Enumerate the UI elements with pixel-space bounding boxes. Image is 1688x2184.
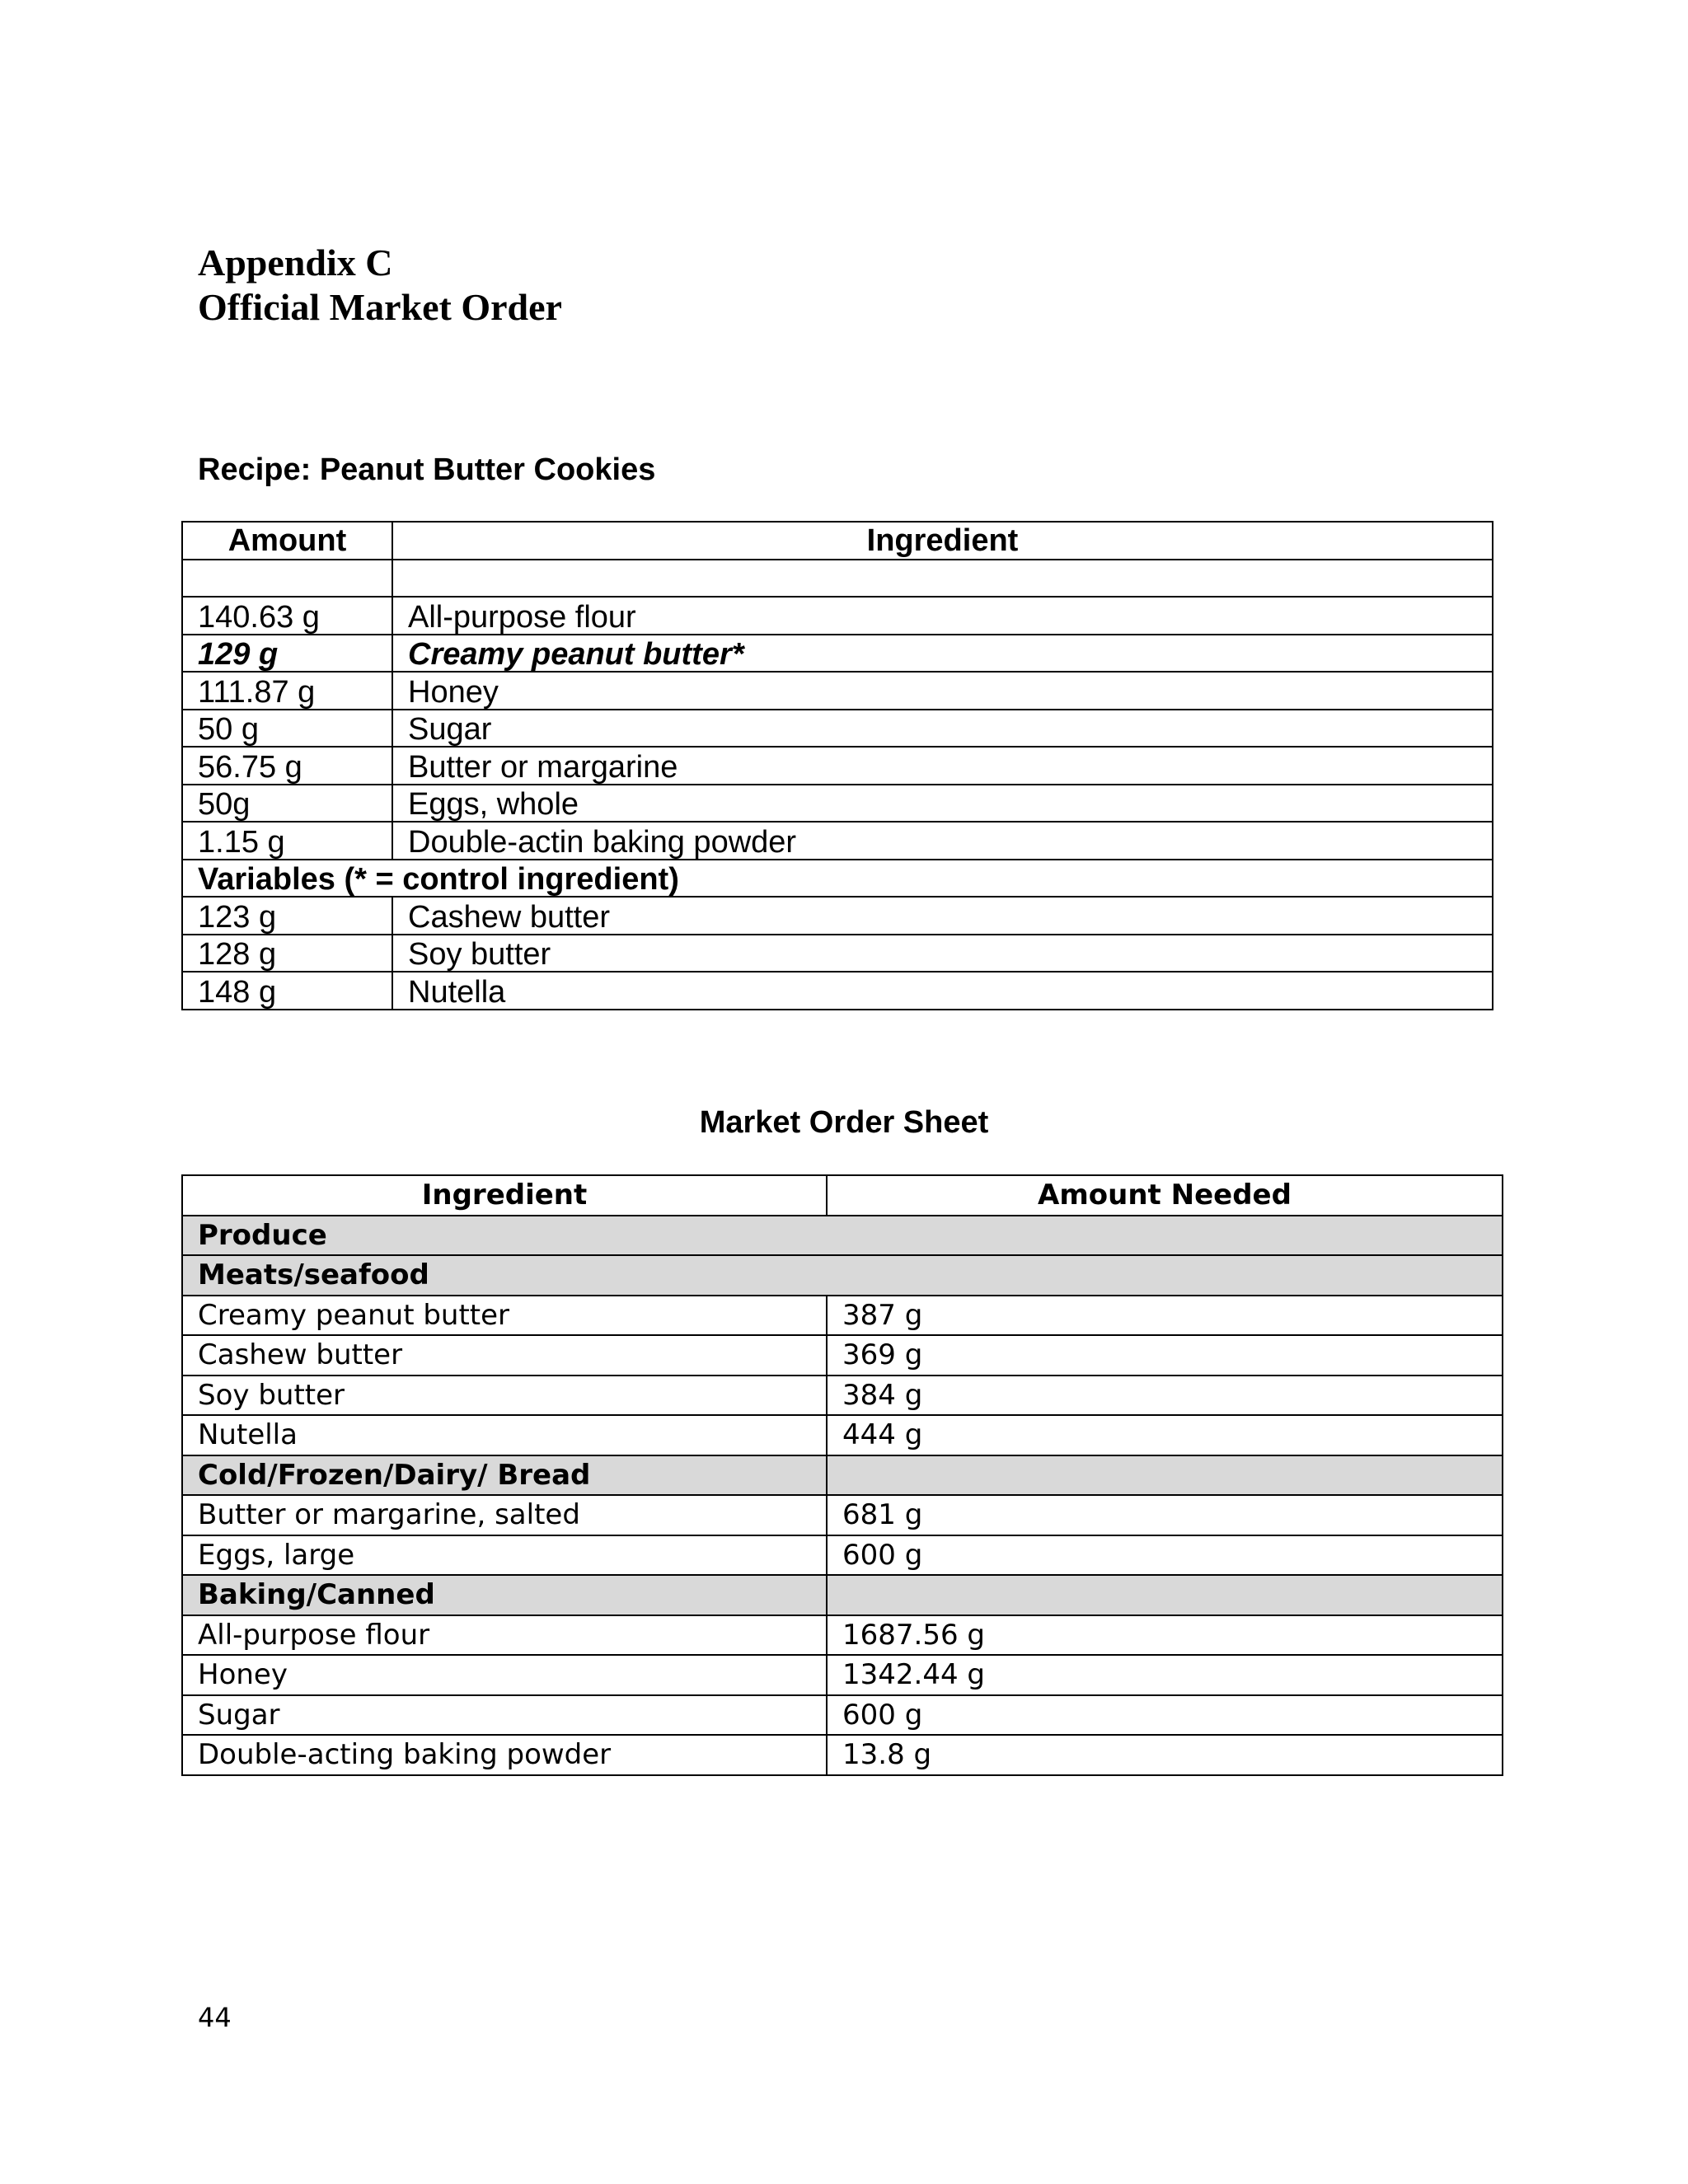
order-amount: 13.8 g [827,1735,1503,1775]
order-amount: 369 g [827,1335,1503,1376]
recipe-row [182,672,1493,710]
order-header-row [182,1175,1503,1216]
order-ingredient: All-purpose flour [182,1615,827,1656]
order-category-label: Produce [182,1216,1503,1256]
recipe-ingredient: Cashew butter [392,897,1493,935]
recipe-amount: 1.15 g [182,822,392,860]
recipe-ingredient: Sugar [392,710,1493,748]
recipe-amount: 148 g [182,972,392,1010]
order-category-meats [182,1255,1503,1296]
recipe-header-amount: Amount [182,522,392,560]
recipe-ingredient: Soy butter [392,935,1493,972]
order-amount: 384 g [827,1376,1503,1416]
recipe-variables-row [182,860,1493,898]
recipe-row [182,972,1493,1010]
recipe-amount [182,560,392,598]
order-category-label: Meats/seafood [182,1255,1503,1296]
order-row [182,1615,1503,1656]
order-amount: 681 g [827,1495,1503,1535]
recipe-ingredient [392,560,1493,598]
recipe-ingredient: Butter or margarine [392,747,1493,785]
recipe-variables-label: Variables (* = control ingredient) [182,860,1493,898]
order-category-label: Baking/Canned [182,1575,827,1615]
recipe-header-ingredient: Ingredient [392,522,1493,560]
order-amount: 1687.56 g [827,1615,1503,1656]
appendix-title: Appendix C [198,241,393,284]
recipe-amount: 111.87 g [182,672,392,710]
recipe-row [182,597,1493,635]
order-category-label: Cold/Frozen/Dairy/ Bread [182,1455,827,1496]
recipe-ingredient: Nutella [392,972,1493,1010]
order-category-baking [182,1575,1503,1615]
recipe-table [181,521,1493,1010]
recipe-ingredient: Double-actin baking powder [392,822,1493,860]
order-row [182,1415,1503,1455]
order-category-cold [182,1455,1503,1496]
order-amount: 600 g [827,1535,1503,1576]
order-ingredient: Cashew butter [182,1335,827,1376]
order-ingredient: Sugar [182,1695,827,1736]
order-ingredient: Honey [182,1655,827,1695]
recipe-row [182,710,1493,748]
recipe-ingredient: Eggs, whole [392,785,1493,823]
recipe-amount: 123 g [182,897,392,935]
order-row [182,1535,1503,1576]
order-ingredient: Double-acting baking powder [182,1735,827,1775]
order-amount: 444 g [827,1415,1503,1455]
recipe-ingredient: Honey [392,672,1493,710]
market-order-title: Market Order Sheet [699,1105,989,1140]
order-row [182,1495,1503,1535]
recipe-row-control [182,635,1493,673]
order-row [182,1335,1503,1376]
order-amount: 1342.44 g [827,1655,1503,1695]
recipe-ingredient: Creamy peanut butter* [392,635,1493,673]
order-row [182,1376,1503,1416]
market-order-table [181,1174,1503,1776]
order-category-empty [827,1575,1503,1615]
order-header-ingredient: Ingredient [182,1175,827,1216]
order-ingredient: Soy butter [182,1376,827,1416]
recipe-row [182,560,1493,598]
recipe-title: Recipe: Peanut Butter Cookies [198,452,656,487]
order-ingredient: Eggs, large [182,1535,827,1576]
order-ingredient: Nutella [182,1415,827,1455]
order-row [182,1735,1503,1775]
order-amount: 387 g [827,1296,1503,1336]
recipe-header-row [182,522,1493,560]
recipe-amount: 129 g [182,635,392,673]
order-row [182,1655,1503,1695]
order-row [182,1695,1503,1736]
order-ingredient: Butter or margarine, salted [182,1495,827,1535]
recipe-row [182,897,1493,935]
recipe-amount: 50 g [182,710,392,748]
recipe-row [182,785,1493,823]
order-amount: 600 g [827,1695,1503,1736]
recipe-row [182,747,1493,785]
order-category-empty [827,1455,1503,1496]
order-category-produce [182,1216,1503,1256]
recipe-row [182,822,1493,860]
recipe-amount: 128 g [182,935,392,972]
order-header-amount: Amount Needed [827,1175,1503,1216]
recipe-row [182,935,1493,972]
recipe-amount: 50g [182,785,392,823]
appendix-heading [198,241,562,330]
order-row [182,1296,1503,1336]
appendix-subtitle: Official Market Order [198,286,562,328]
order-ingredient: Creamy peanut butter [182,1296,827,1336]
recipe-amount: 56.75 g [182,747,392,785]
recipe-ingredient: All-purpose flour [392,597,1493,635]
recipe-amount: 140.63 g [182,597,392,635]
page-number: 44 [198,2002,232,2033]
